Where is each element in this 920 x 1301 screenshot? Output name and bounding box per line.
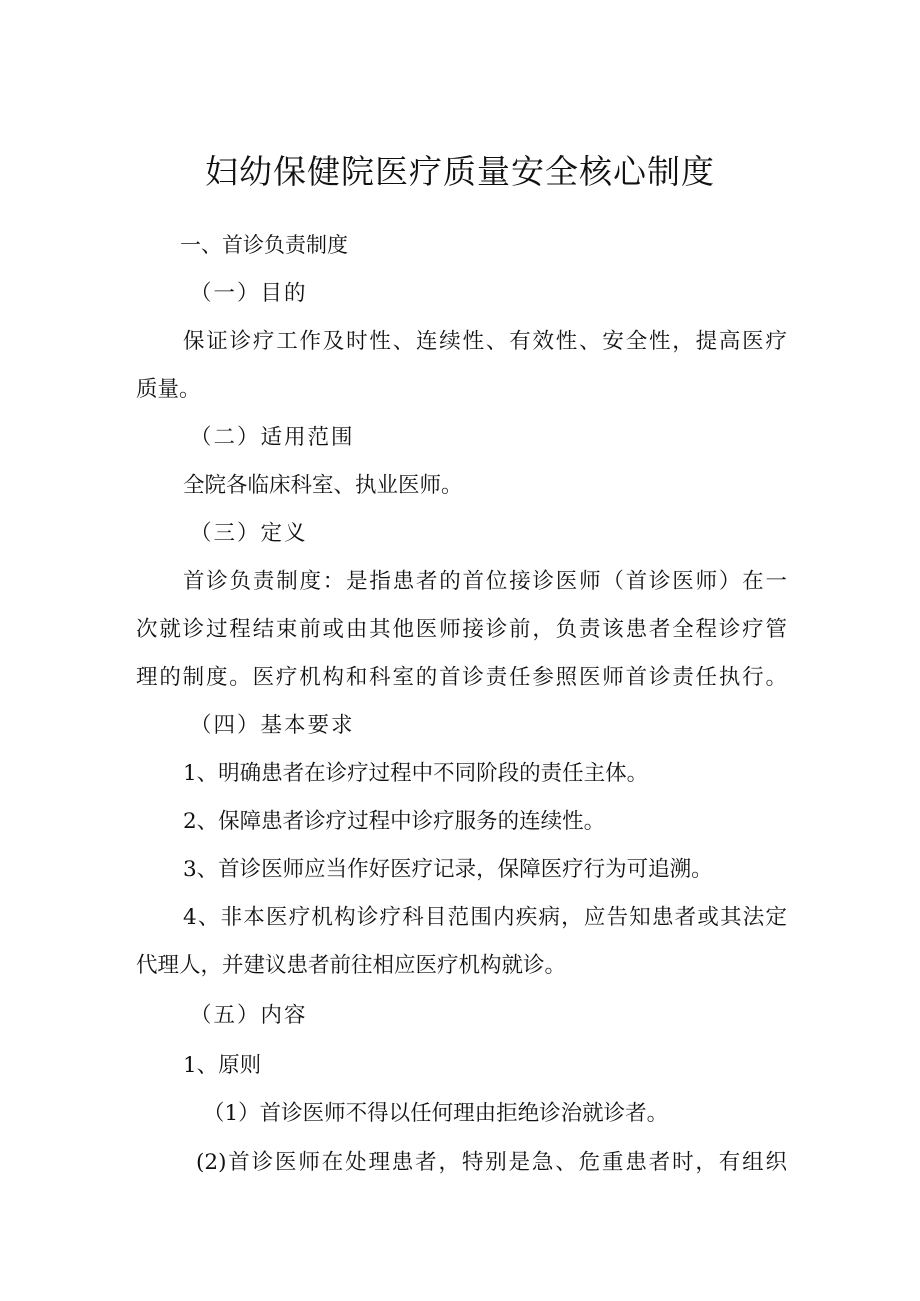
section-heading-first-visit: 一、首诊负责制度: [180, 233, 348, 257]
list-item: 1、原则: [183, 1053, 262, 1078]
list-item: 2、保障患者诊疗过程中诊疗服务的连续性。: [183, 809, 606, 834]
paragraph-line: 质量。: [136, 377, 201, 402]
subsection-heading-scope: （二）适用范围: [190, 425, 355, 450]
list-item: 3、首诊医师应当作好医疗记录，保障医疗行为可追溯。: [183, 857, 713, 882]
list-item: (2)首诊医师在处理患者，特别是急、危重患者时，有组织: [196, 1150, 787, 1175]
paragraph-line: 理的制度。医疗机构和科室的首诊责任参照医师首诊责任执行。: [136, 665, 787, 690]
subsection-heading-definition: （三）定义: [190, 521, 308, 546]
paragraph-line: 全院各临床科室、执业医师。: [183, 473, 463, 498]
subsection-heading-content: （五）内容: [190, 1003, 308, 1028]
list-item-continuation: 代理人，并建议患者前往相应医疗机构就诊。: [136, 953, 567, 978]
list-item: 4、非本医疗机构诊疗科目范围内疾病，应告知患者或其法定: [183, 905, 787, 930]
list-item: （1）首诊医师不得以任何理由拒绝诊治就诊者。: [203, 1101, 669, 1126]
paragraph-line: 首诊负责制度：是指患者的首位接诊医师（首诊医师）在一: [183, 569, 787, 594]
paragraph-line: 次就诊过程结束前或由其他医师接诊前，负责该患者全程诊疗管: [136, 617, 787, 642]
subsection-heading-basic-requirements: （四）基本要求: [190, 713, 355, 738]
paragraph-line: 保证诊疗工作及时性、连续性、有效性、安全性，提高医疗: [183, 329, 787, 354]
document-title: 妇幼保健院医疗质量安全核心制度: [205, 152, 715, 191]
list-item: 1、明确患者在诊疗过程中不同阶段的责任主体。: [183, 761, 649, 786]
subsection-heading-purpose: （一）目的: [190, 281, 308, 306]
